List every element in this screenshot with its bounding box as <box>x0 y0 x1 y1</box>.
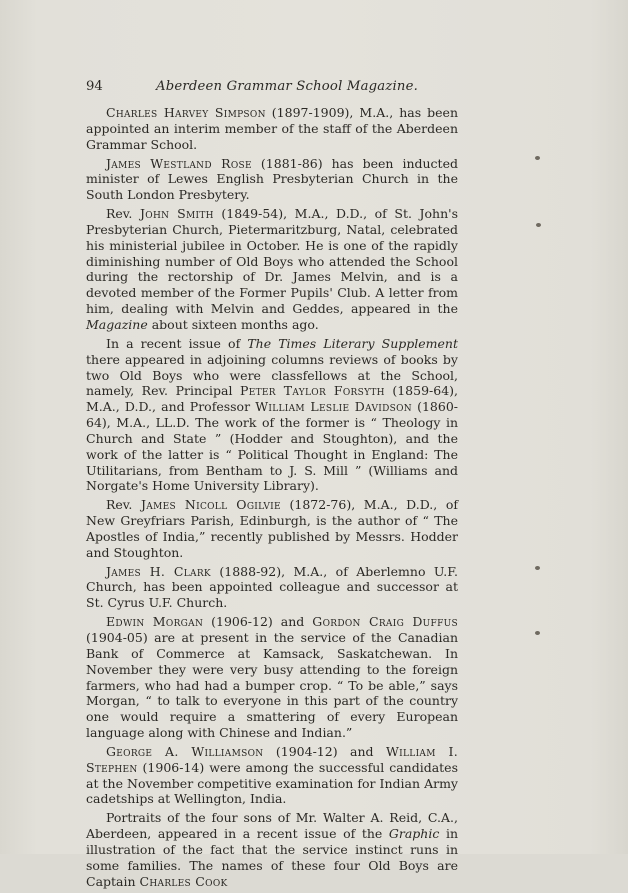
paragraph: James Westland Rose (1881-86) has been inducted minister of Lewes English Presbyterian Church in the South London Presbytery. <box>86 155 458 203</box>
running-header <box>86 78 458 96</box>
paragraph: James H. Clark (1888-92), M.A., of Aberlemno U.F. Church, has been appointed colleague and successor at St. Cyrus U.F. Church. <box>86 563 458 611</box>
paragraph: Rev. James Nicoll Ogilvie (1872-76), M.A., D.D., of New Greyfriars Parish, Edinburgh, is the author of “ The Apostles of India,” recently published by Messrs. Hodder and Stoughton. <box>86 497 458 560</box>
page-number: 94 <box>86 79 103 94</box>
publication-title: Graphic <box>388 826 440 842</box>
person-name: William Leslie Davidson <box>255 399 412 415</box>
paragraph: Portraits of the four sons of Mr. Walter A. Reid, C.A., Aberdeen, appeared in a recent issue of the Graphic in illustration of the fact that the service instinct runs in some families. The names of these four Old Boys are Captain Charles Cook <box>86 810 458 889</box>
person-name: Charles Harvey Simpson <box>106 105 266 120</box>
person-name: William I. Stephen <box>86 743 459 775</box>
person-name: Edwin Morgan <box>106 614 204 630</box>
publication-title: The Times Literary Supplement <box>247 335 458 351</box>
person-name: George A. Williamson <box>106 743 264 759</box>
paragraph: George A. Williamson (1904-12) and William I. Stephen (1906-14) were among the successful candidates at the November competitive examination for Indian Army cadetships at Wellington, India. <box>86 743 459 807</box>
body-text <box>86 105 458 893</box>
person-name: John Smith <box>139 206 214 222</box>
person-name: James H. Clark <box>106 563 211 579</box>
paragraph: Rev. John Smith (1849-54), M.A., D.D., of St. John's Presbyterian Church, Pietermaritzburg, Natal, celebrated his ministerial jubilee in October. He is one of the rapidly diminishing number of Old Boys who attended the School during the rectorship of Dr. James Melvin, and is a devoted member of the Former Pupils' Club. A letter from him, dealing with Melvin and Geddes, appeared in the Magazine about sixteen months ago. <box>86 206 459 332</box>
person-name: Peter Taylor Forsyth <box>240 383 385 399</box>
person-name: James Nicoll Ogilvie <box>140 497 281 513</box>
person-name: Charles Cook <box>139 873 228 889</box>
person-name: Gordon Craig Duffus <box>312 614 458 630</box>
binding-hole-mark <box>536 223 541 227</box>
binding-hole-mark <box>535 566 540 570</box>
person-name: James Westland Rose <box>106 155 252 171</box>
paragraph: Charles Harvey Simpson (1897-1909), M.A., has been appointed an interim member of the staff of the Aberdeen Grammar School. <box>86 105 459 152</box>
journal-title: Aberdeen Grammar School Magazine. <box>156 79 419 94</box>
binding-hole-mark <box>535 631 540 635</box>
paragraph: In a recent issue of The Times Literary Supplement there appeared in adjoining columns reviews of books by two Old Boys who were classfellows at the School, namely, Rev. Principal Peter Taylor Forsyth (1859-64), M.A., D.D., and Professor William Leslie Davidson (1860-64), M.A., LL.D. The work of the former is “ Theology in Church and State ” (Hodder and Stoughton), and the work of the latter is “ Political Thought in England: The Utilitarians, from Bentham to J. S. Mill ” (Williams and Norgate's Home University Library). <box>86 335 459 494</box>
paragraph: Edwin Morgan (1906-12) and Gordon Craig Duffus (1904-05) are at present in the service of the Canadian Bank of Commerce at Kamsack, Saskatchewan. In November they were very busy attending to the foreign farmers, who had had a bumper crop. “ To be able,” says Morgan, “ to talk to everyone in this part of the country one would require a smattering of every European language along with Chinese and Indian.” <box>86 614 458 741</box>
binding-hole-mark <box>535 156 540 160</box>
publication-title: Magazine <box>86 316 148 332</box>
